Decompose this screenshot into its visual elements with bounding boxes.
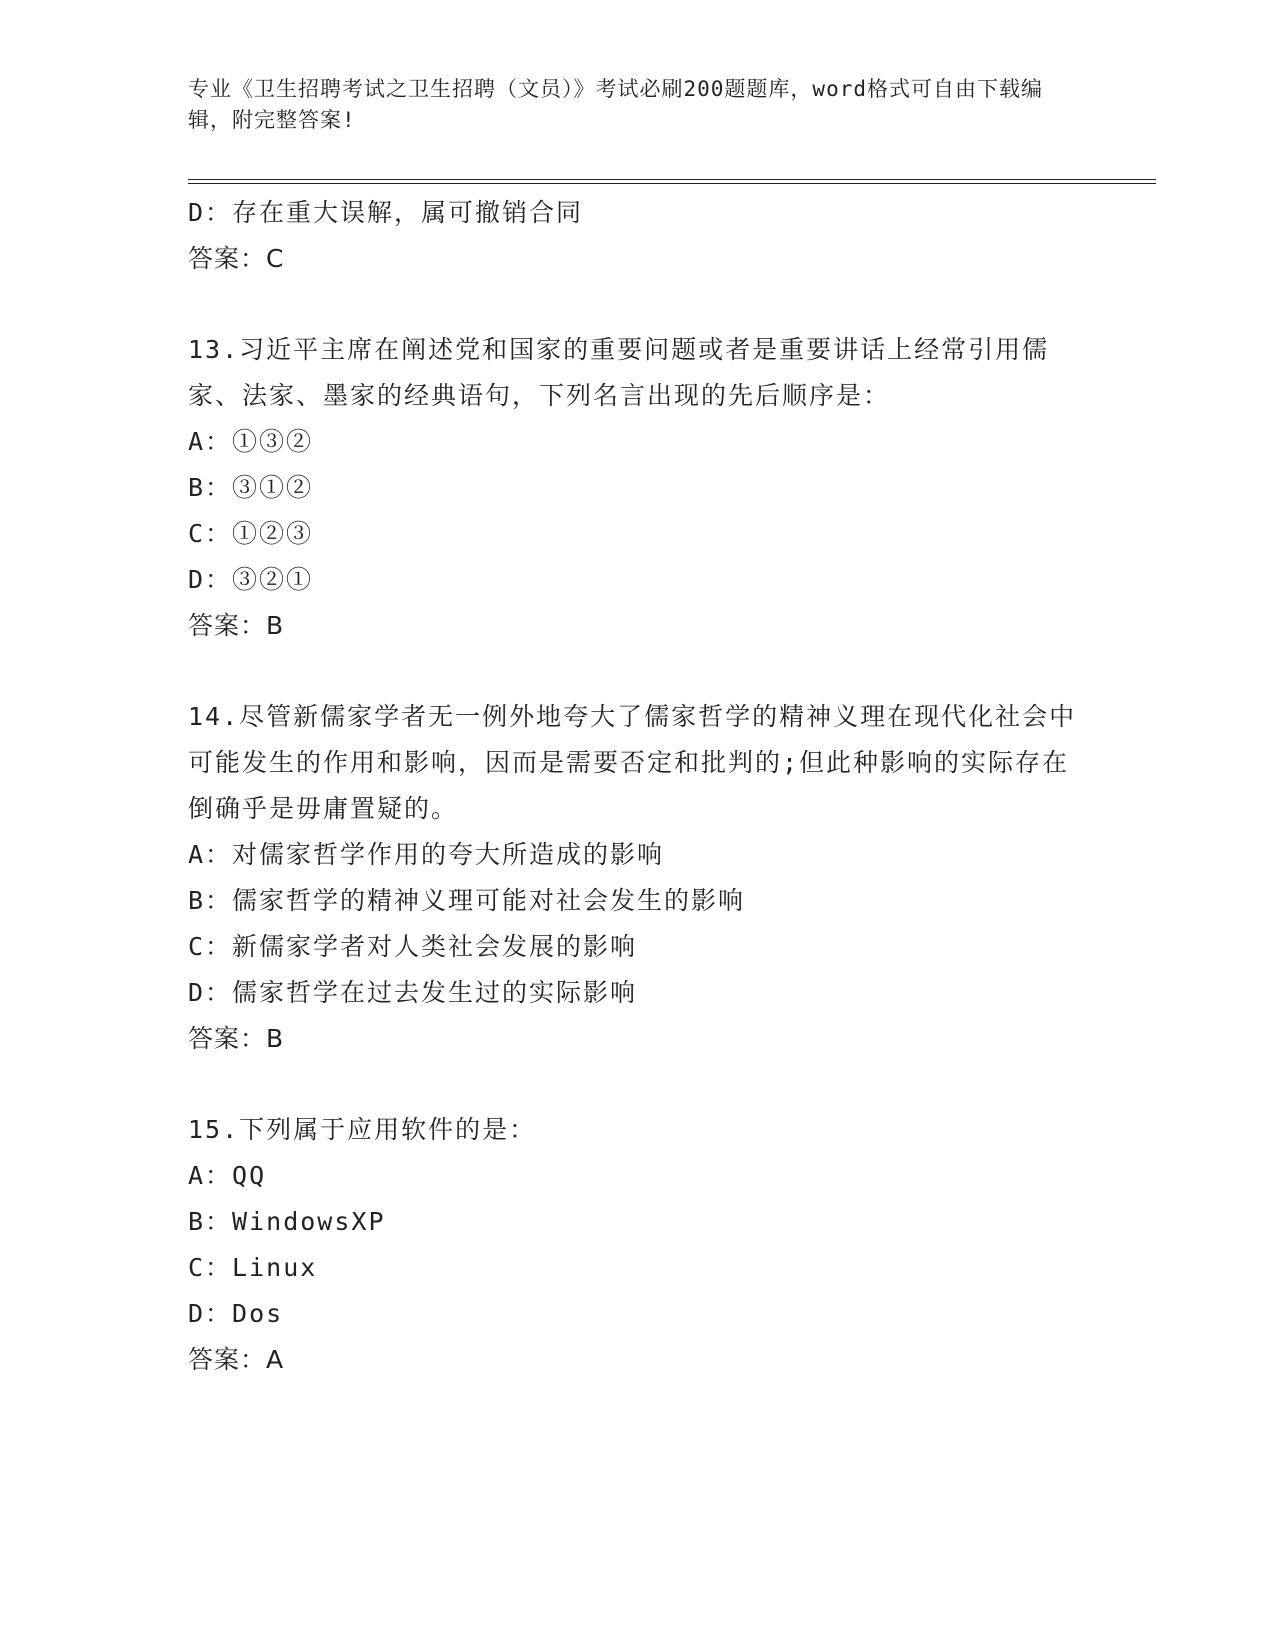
question-text: 15.下列属于应用软件的是： xyxy=(188,1115,537,1144)
header-divider-bottom xyxy=(188,183,1156,184)
option-b: B：③①② xyxy=(188,473,314,502)
answer: 答案：A xyxy=(188,1345,285,1374)
question-15 xyxy=(188,1107,1088,1383)
carryover-option-d: D：存在重大误解，属可撤销合同 xyxy=(188,198,584,227)
answer: 答案：B xyxy=(188,611,285,640)
header-divider-top xyxy=(188,179,1156,180)
option-d: D：Dos xyxy=(188,1299,284,1328)
question-content xyxy=(188,190,1088,1383)
question-text: 13.习近平主席在阐述党和国家的重要问题或者是重要讲话上经常引用儒家、法家、墨家的经典语句，下列名言出现的先后顺序是： xyxy=(188,335,1050,410)
option-b: B：WindowsXP xyxy=(188,1207,386,1236)
spacer xyxy=(188,649,1088,694)
option-c: C：Linux xyxy=(188,1253,318,1282)
question-text: 14.尽管新儒家学者无一例外地夸大了儒家哲学的精神义理在现代化社会中可能发生的作用和影响，因而是需要否定和批判的;但此种影响的实际存在倒确乎是毋庸置疑的。 xyxy=(188,702,1077,823)
option-d: D：儒家哲学在过去发生过的实际影响 xyxy=(188,978,638,1007)
option-a: A：QQ xyxy=(188,1161,267,1190)
option-d: D：③②① xyxy=(188,565,314,594)
page-header: 专业《卫生招聘考试之卫生招聘（文员）》考试必刷200题题库，word格式可自由下载编辑，附完整答案! xyxy=(188,77,1043,132)
spacer xyxy=(188,1062,1088,1107)
answer: 答案：B xyxy=(188,1024,285,1053)
option-a: A：①③② xyxy=(188,427,314,456)
option-c: C：新儒家学者对人类社会发展的影响 xyxy=(188,932,638,961)
option-b: B：儒家哲学的精神义理可能对社会发生的影响 xyxy=(188,886,746,915)
question-13 xyxy=(188,327,1088,649)
option-c: C：①②③ xyxy=(188,519,314,548)
spacer xyxy=(188,282,1088,327)
carryover-answer: 答案：C xyxy=(188,244,285,273)
option-a: A：对儒家哲学作用的夸大所造成的影响 xyxy=(188,840,665,869)
question-14 xyxy=(188,694,1088,1062)
